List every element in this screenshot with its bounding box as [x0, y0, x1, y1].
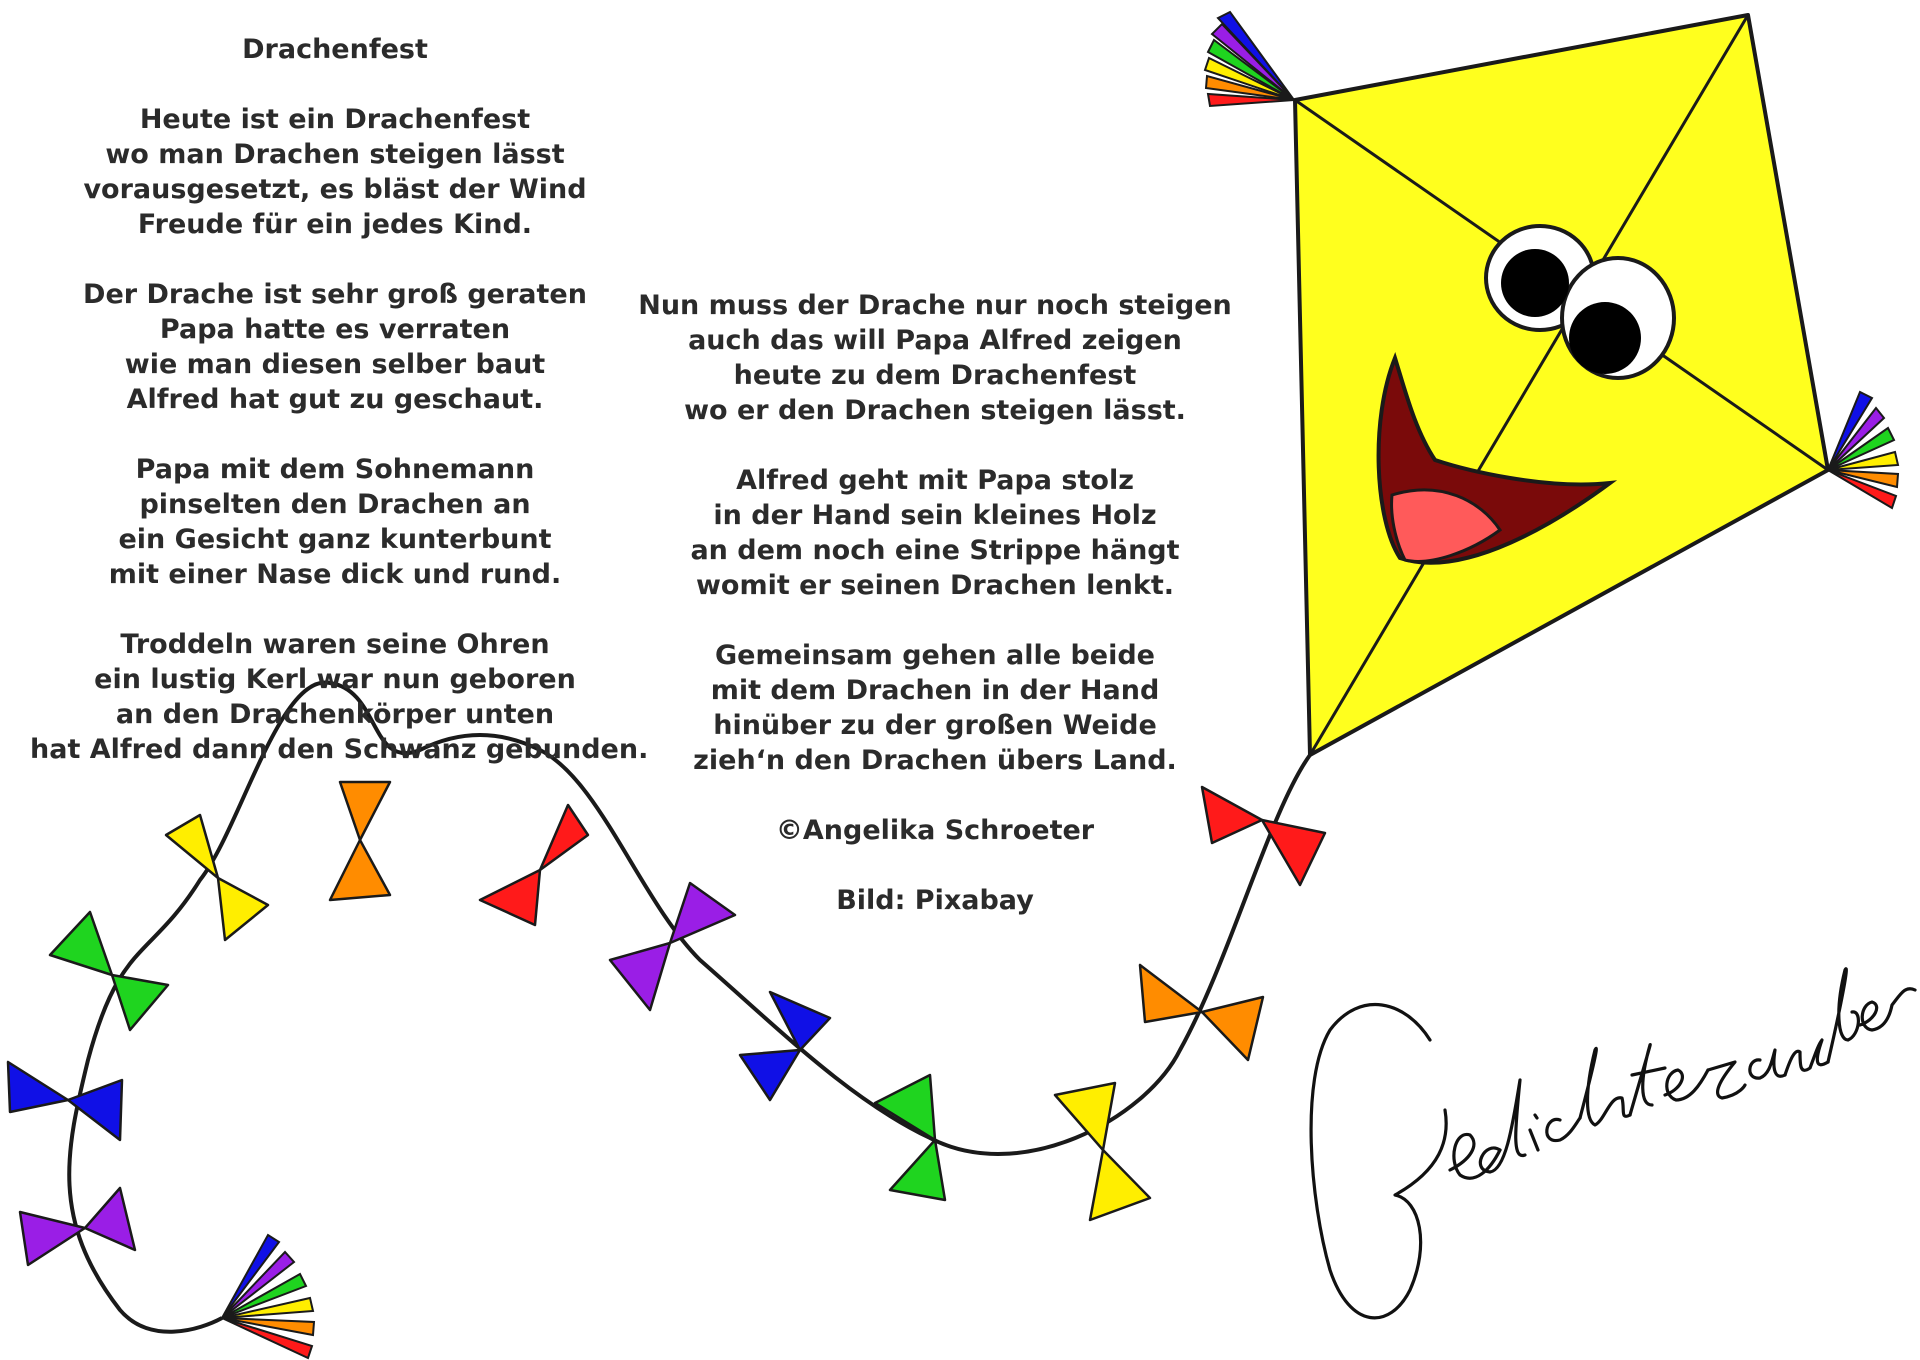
poem-line: Nun muss der Drache nur noch steigen: [638, 290, 1232, 321]
poem-line: hat Alfred dann den Schwanz gebunden.: [30, 734, 649, 765]
poem-line: wo man Drachen steigen lässt: [105, 139, 565, 170]
bow-red-2: [480, 805, 588, 925]
bow-green-1: [875, 1075, 945, 1200]
poem-line: vorausgesetzt, es bläst der Wind: [83, 174, 587, 205]
bow-orange-1: [1140, 965, 1263, 1060]
stanza-4: [30, 627, 649, 767]
bow-yellow-2: [166, 815, 268, 940]
poem-line: Alfred geht mit Papa stolz: [736, 465, 1134, 496]
poem-line: pinselten den Drachen an: [139, 489, 531, 520]
poem-line: Troddeln waren seine Ohren: [120, 629, 550, 660]
poem-title: Drachenfest: [242, 34, 428, 65]
image-credit-text: Bild: Pixabay: [836, 885, 1034, 916]
stanza-5: [630, 288, 1240, 428]
stanza-6: [630, 463, 1240, 603]
poem-line: ein Gesicht ganz kunterbunt: [118, 524, 552, 555]
poem-line: Heute ist ein Drachenfest: [139, 104, 531, 135]
poem-line: an den Drachenkörper unten: [115, 699, 555, 730]
poem-line: heute zu dem Drachenfest: [733, 360, 1137, 391]
poem-line: mit einer Nase dick und rund.: [108, 559, 562, 590]
stanza-3: [30, 452, 640, 592]
poem-line: an dem noch eine Strippe hängt: [690, 535, 1180, 566]
poem-line: Alfred hat gut zu geschaut.: [126, 384, 544, 415]
poem-line: zieh‘n den Drachen übers Land.: [693, 745, 1177, 776]
poem-line: Freude für ein jedes Kind.: [137, 209, 533, 240]
poem-line: Papa hatte es verraten: [159, 314, 511, 345]
stanza-1: [30, 102, 640, 242]
poem-line: wo er den Drachen steigen lässt.: [684, 395, 1186, 426]
bow-blue-2: [8, 1062, 122, 1140]
copyright-text: ©Angelika Schroeter: [775, 815, 1095, 846]
poem-line: Gemeinsam gehen alle beide: [715, 640, 1155, 671]
poem-line: auch das will Papa Alfred zeigen: [688, 325, 1182, 356]
poem-right-column: [630, 288, 1240, 953]
poem-line: womit er seinen Drachen lenkt.: [695, 570, 1175, 601]
poem-left-column: [30, 32, 649, 802]
kite-tassel-right: [1828, 392, 1898, 508]
poem-line: ein lustig Kerl war nun geboren: [94, 664, 576, 695]
tail-tassel: [222, 1235, 314, 1358]
poem-line: Papa mit dem Sohnemann: [135, 454, 535, 485]
poem-line: Der Drache ist sehr groß geraten: [83, 279, 587, 310]
bow-green-2: [50, 912, 168, 1030]
kite-tassel-top: [1205, 12, 1294, 106]
bow-violet-2: [20, 1188, 135, 1265]
stanza-2: [30, 277, 640, 417]
gedichtezauber-signature: [1311, 969, 1915, 1318]
poem-line: hinüber zu der großen Weide: [713, 710, 1157, 741]
poem-line: wie man diesen selber baut: [124, 349, 546, 380]
stanza-7: [630, 638, 1240, 778]
poem-line: in der Hand sein kleines Holz: [713, 500, 1157, 531]
poem-line: mit dem Drachen in der Hand: [710, 675, 1160, 706]
